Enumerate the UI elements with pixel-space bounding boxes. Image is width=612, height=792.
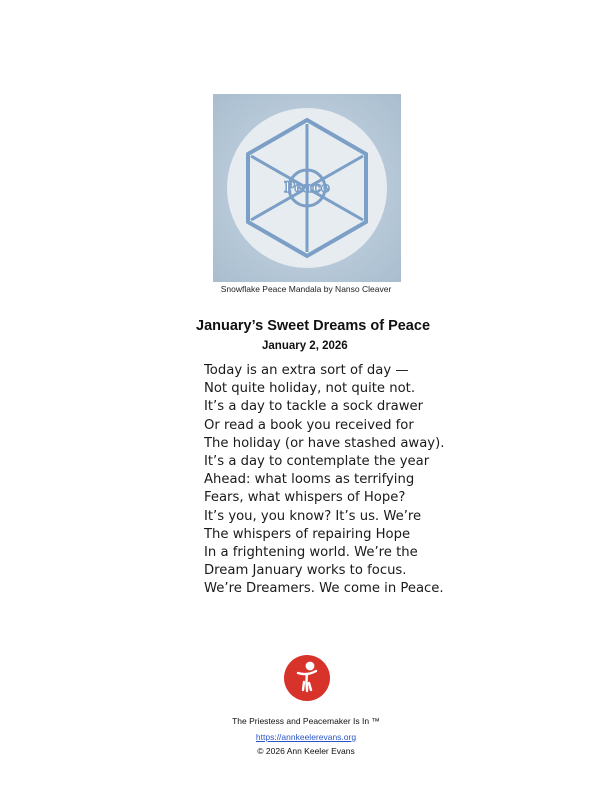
image-caption: Snowflake Peace Mandala by Nanso Cleaver [220, 284, 392, 294]
poem-body [204, 362, 444, 599]
poem-line: Today is an extra sort of day — [204, 363, 409, 378]
poem-line: Not quite holiday, not quite not. [204, 381, 416, 397]
poem-line: The holiday (or have stashed away). [204, 435, 445, 451]
mandala-artwork-text: Peace [284, 180, 330, 196]
poem-line: In a frightening world. We’re the [204, 545, 418, 561]
poem-line: The whispers of repairing Hope [204, 526, 411, 542]
poem-line: Dream January works to focus. [204, 563, 407, 579]
poem-line: Or read a book you received for [204, 417, 414, 433]
poem-line: Ahead: what looms as terrifying [204, 472, 415, 488]
poem-date: January 2, 2026 [262, 340, 348, 352]
poem-line: It’s you, you know? It’s us. We’re [204, 508, 422, 524]
footer-tagline: The Priestess and Peacemaker Is In ™ [232, 716, 380, 726]
snowflake-peace-mandala-image [213, 94, 401, 282]
footer-website-link[interactable]: https://annkeelerevans.org [255, 732, 357, 742]
poem-line: It’s a day to contemplate the year [204, 454, 430, 470]
footer-copyright: © 2026 Ann Keeler Evans [257, 746, 355, 756]
poem-line: We’re Dreamers. We come in Peace. [204, 581, 444, 597]
priestess-logo-icon [283, 654, 331, 702]
poem-line: It’s a day to tackle a sock drawer [204, 399, 424, 415]
poem-line: Fears, what whispers of Hope? [204, 490, 406, 506]
poem-title: January’s Sweet Dreams of Peace [196, 318, 431, 334]
